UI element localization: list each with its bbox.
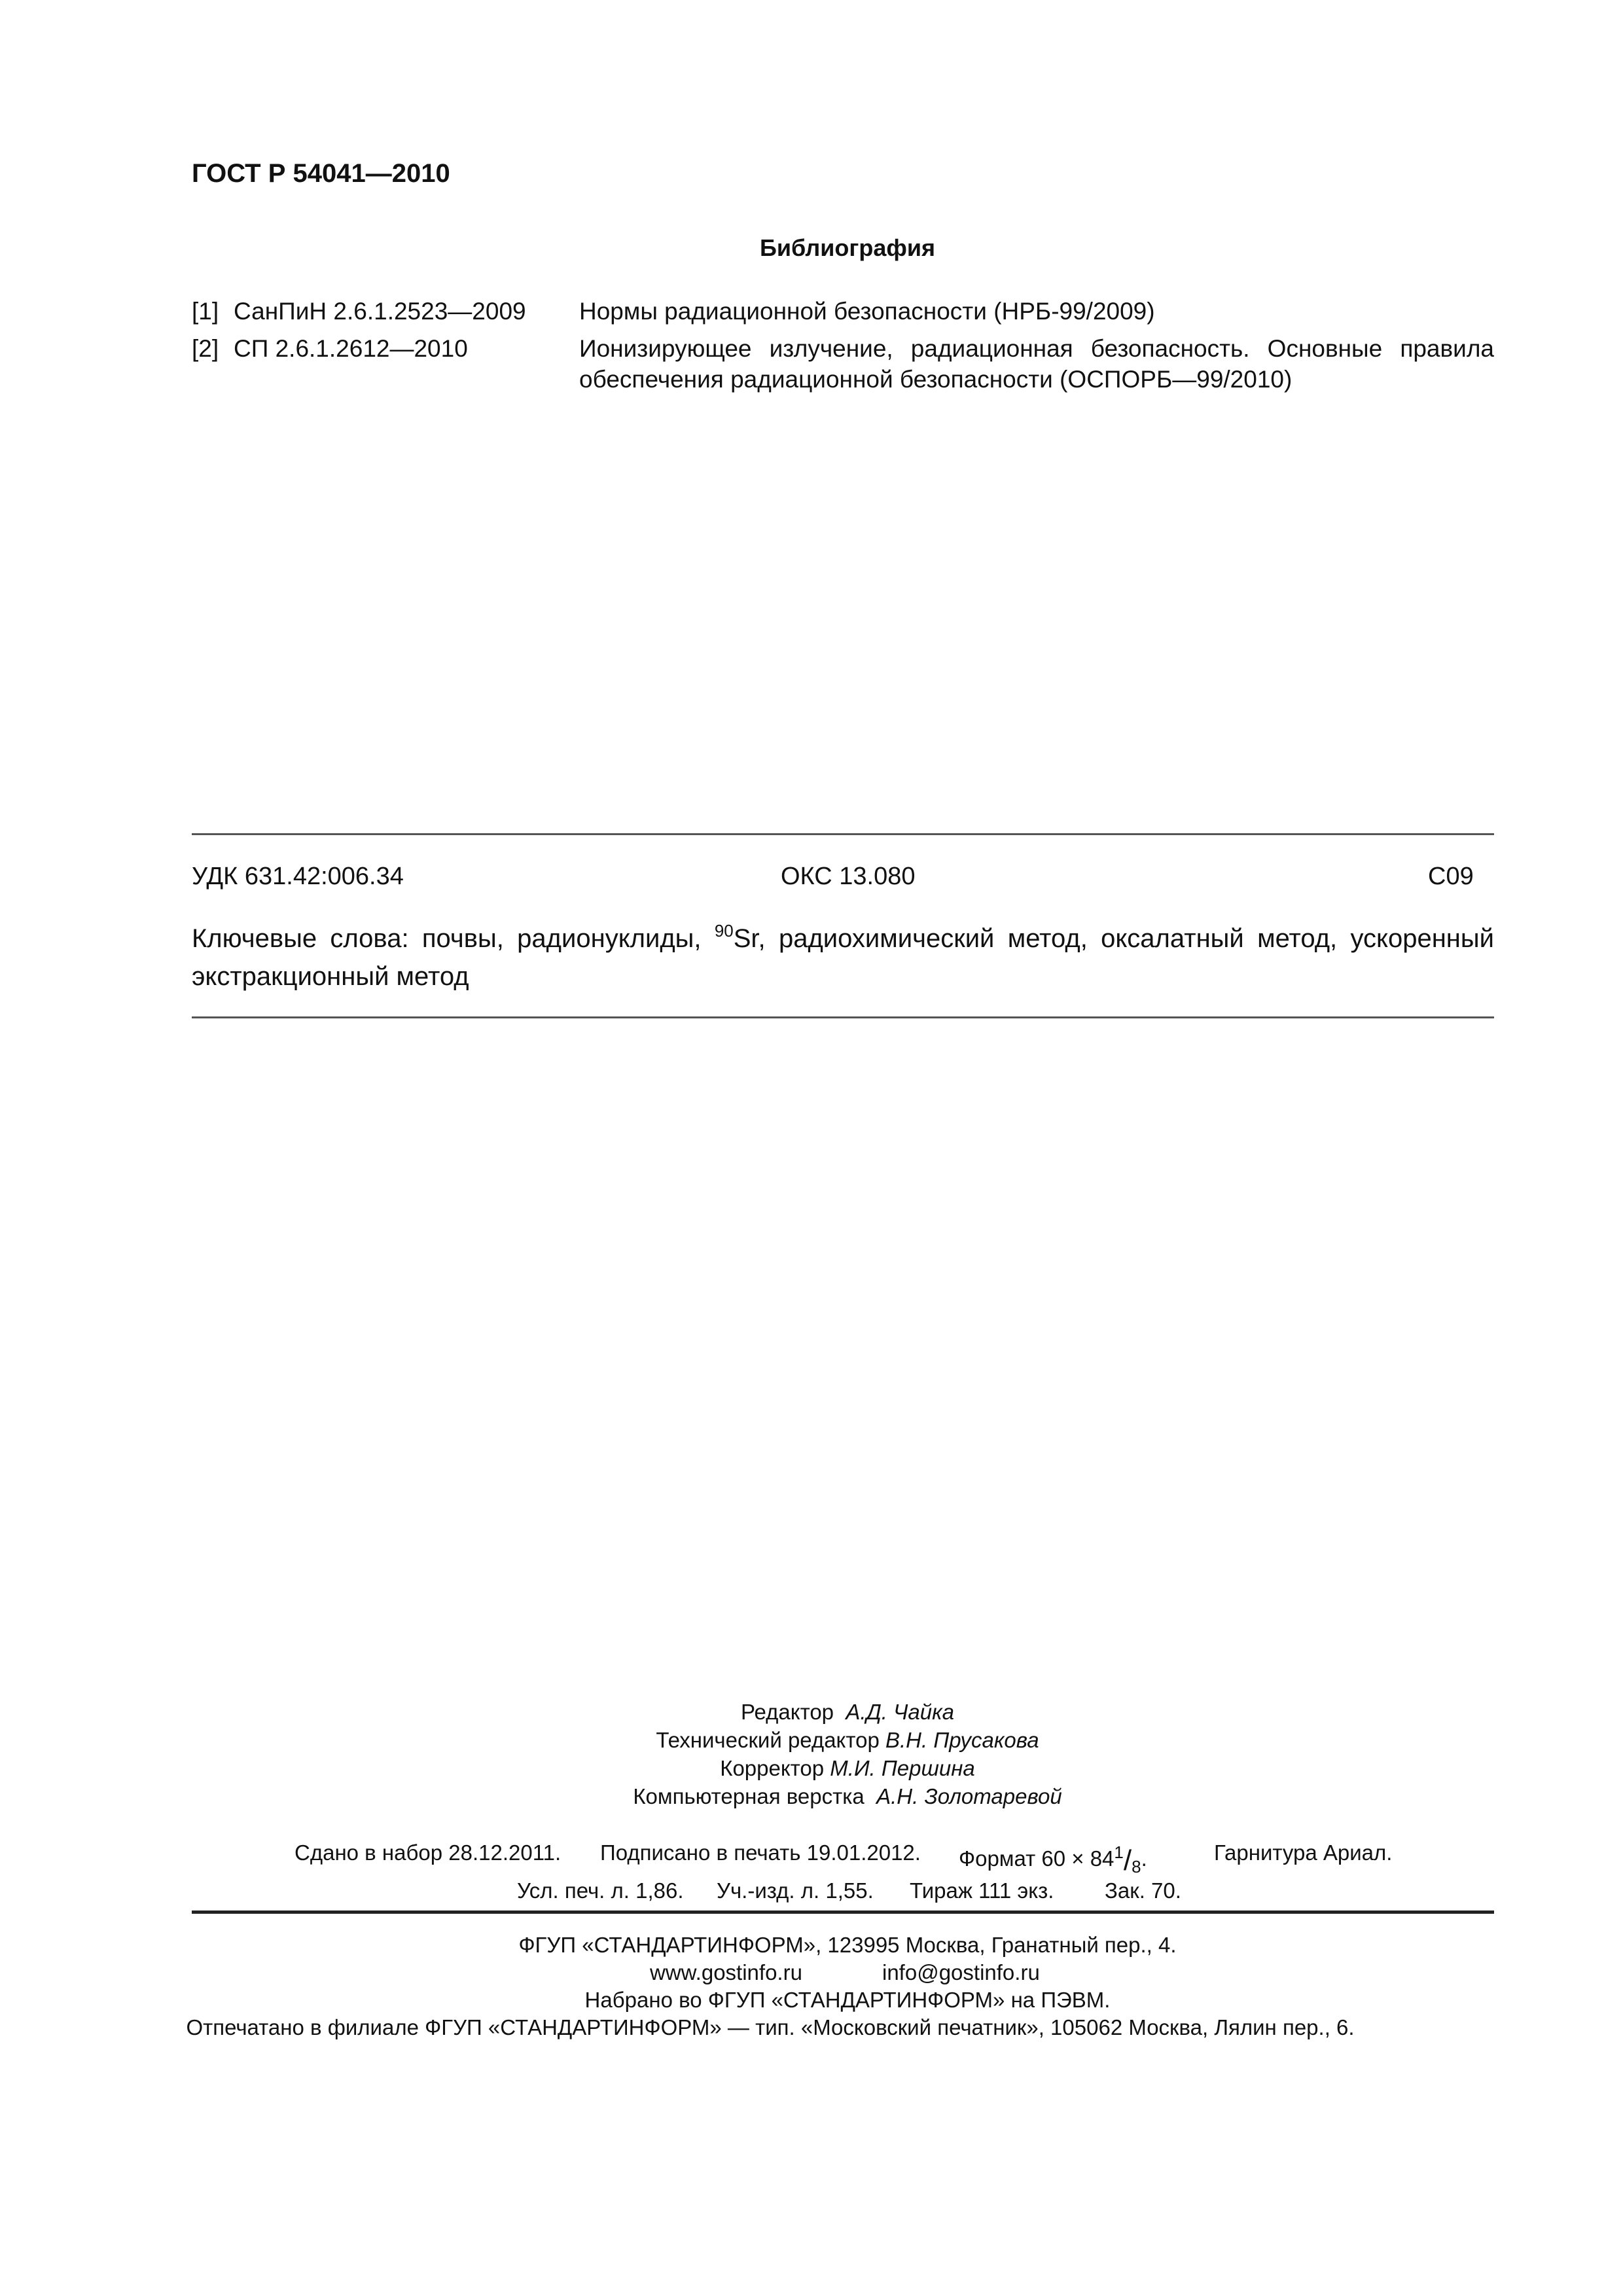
credit-role: Компьютерная верстка — [633, 1784, 865, 1808]
paper-format: Формат 60 × 841/8. — [959, 1840, 1147, 1873]
credit-editor — [0, 1700, 1623, 1725]
keywords-suffix: , радиохимический метод, оксалатный метод, ускоренный экстракционный метод — [192, 924, 1494, 991]
isotope-mass-number: 90 — [714, 920, 734, 941]
isotope-symbol: Sr — [733, 924, 758, 953]
format-fraction: 1/8 — [1114, 1842, 1141, 1876]
keywords — [192, 920, 1494, 996]
credit-corrector — [0, 1756, 1623, 1781]
format-text: Формат 60 × 84 — [959, 1846, 1115, 1871]
publishing-sheets: Уч.-изд. л. 1,55. — [717, 1878, 874, 1903]
print-run: Тираж 111 экз. — [910, 1878, 1054, 1903]
oks-code: ОКС 13.080 — [781, 863, 916, 890]
printed-sheets: Усл. печ. л. 1,86. — [517, 1878, 684, 1903]
document-header: ГОСТ Р 54041—2010 — [192, 159, 450, 188]
typeset-note: Набрано во ФГУП «СТАНДАРТИНФОРМ» на ПЭВМ. — [584, 1988, 1111, 2012]
bibliography-entry-number: [1] — [192, 298, 219, 325]
bibliography-entry-number: [2] — [192, 335, 219, 362]
credit-role: Технический редактор — [656, 1728, 880, 1752]
credit-layout — [0, 1784, 1623, 1809]
credit-name: А.Д. Чайка — [846, 1700, 955, 1724]
printing-note: Отпечатано в филиале ФГУП «СТАНДАРТИНФОРМ» — тип. «Московский печатник», 105062 Москва, Лялин пер., 6. — [186, 2015, 1355, 2039]
publisher-website[interactable]: www.gostinfo.ru — [650, 1960, 802, 1984]
keywords-divider — [192, 1016, 1494, 1018]
format-fraction-numerator: 1 — [1114, 1842, 1124, 1862]
bibliography-entry-title: Нормы радиационной безопасности (НРБ-99/2009) — [579, 298, 1155, 325]
credit-technical-editor — [0, 1728, 1623, 1753]
credit-name: М.И. Першина — [830, 1756, 975, 1780]
bibliography-entry-code: СанПиН 2.6.1.2523—2009 — [234, 298, 526, 325]
classification-code: С09 — [1428, 863, 1474, 890]
credit-name: А.Н. Золотаревой — [876, 1784, 1062, 1808]
signed-date: Подписано в печать 19.01.2012. — [600, 1840, 921, 1865]
publisher-address: ФГУП «СТАНДАРТИНФОРМ», 123995 Москва, Гранатный пер., 4. — [518, 1933, 1177, 1957]
top-divider — [192, 833, 1494, 835]
footer-divider — [192, 1910, 1494, 1914]
bibliography-entry-title: Ионизирующее излучение, радиационная безопасность. Основные правила обеспечения радиационной безопасности (ОСПОРБ—99/2010) — [579, 335, 1494, 393]
credit-role: Редактор — [740, 1700, 834, 1724]
publisher-email[interactable]: info@gostinfo.ru — [882, 1960, 1040, 1984]
bibliography-entry-code: СП 2.6.1.2612—2010 — [234, 335, 468, 362]
format-fraction-denominator: 8 — [1132, 1857, 1141, 1876]
credit-role: Корректор — [720, 1756, 825, 1780]
bibliography-title: Библиография — [760, 234, 935, 261]
order-number: Зак. 70. — [1105, 1878, 1181, 1903]
udk-code: УДК 631.42:006.34 — [192, 863, 404, 890]
keywords-prefix: Ключевые слова: почвы, радионуклиды, — [192, 924, 715, 953]
credit-name: В.Н. Прусакова — [885, 1728, 1039, 1752]
submitted-date: Сдано в набор 28.12.2011. — [294, 1840, 562, 1865]
typeface: Гарнитура Ариал. — [1214, 1840, 1393, 1865]
